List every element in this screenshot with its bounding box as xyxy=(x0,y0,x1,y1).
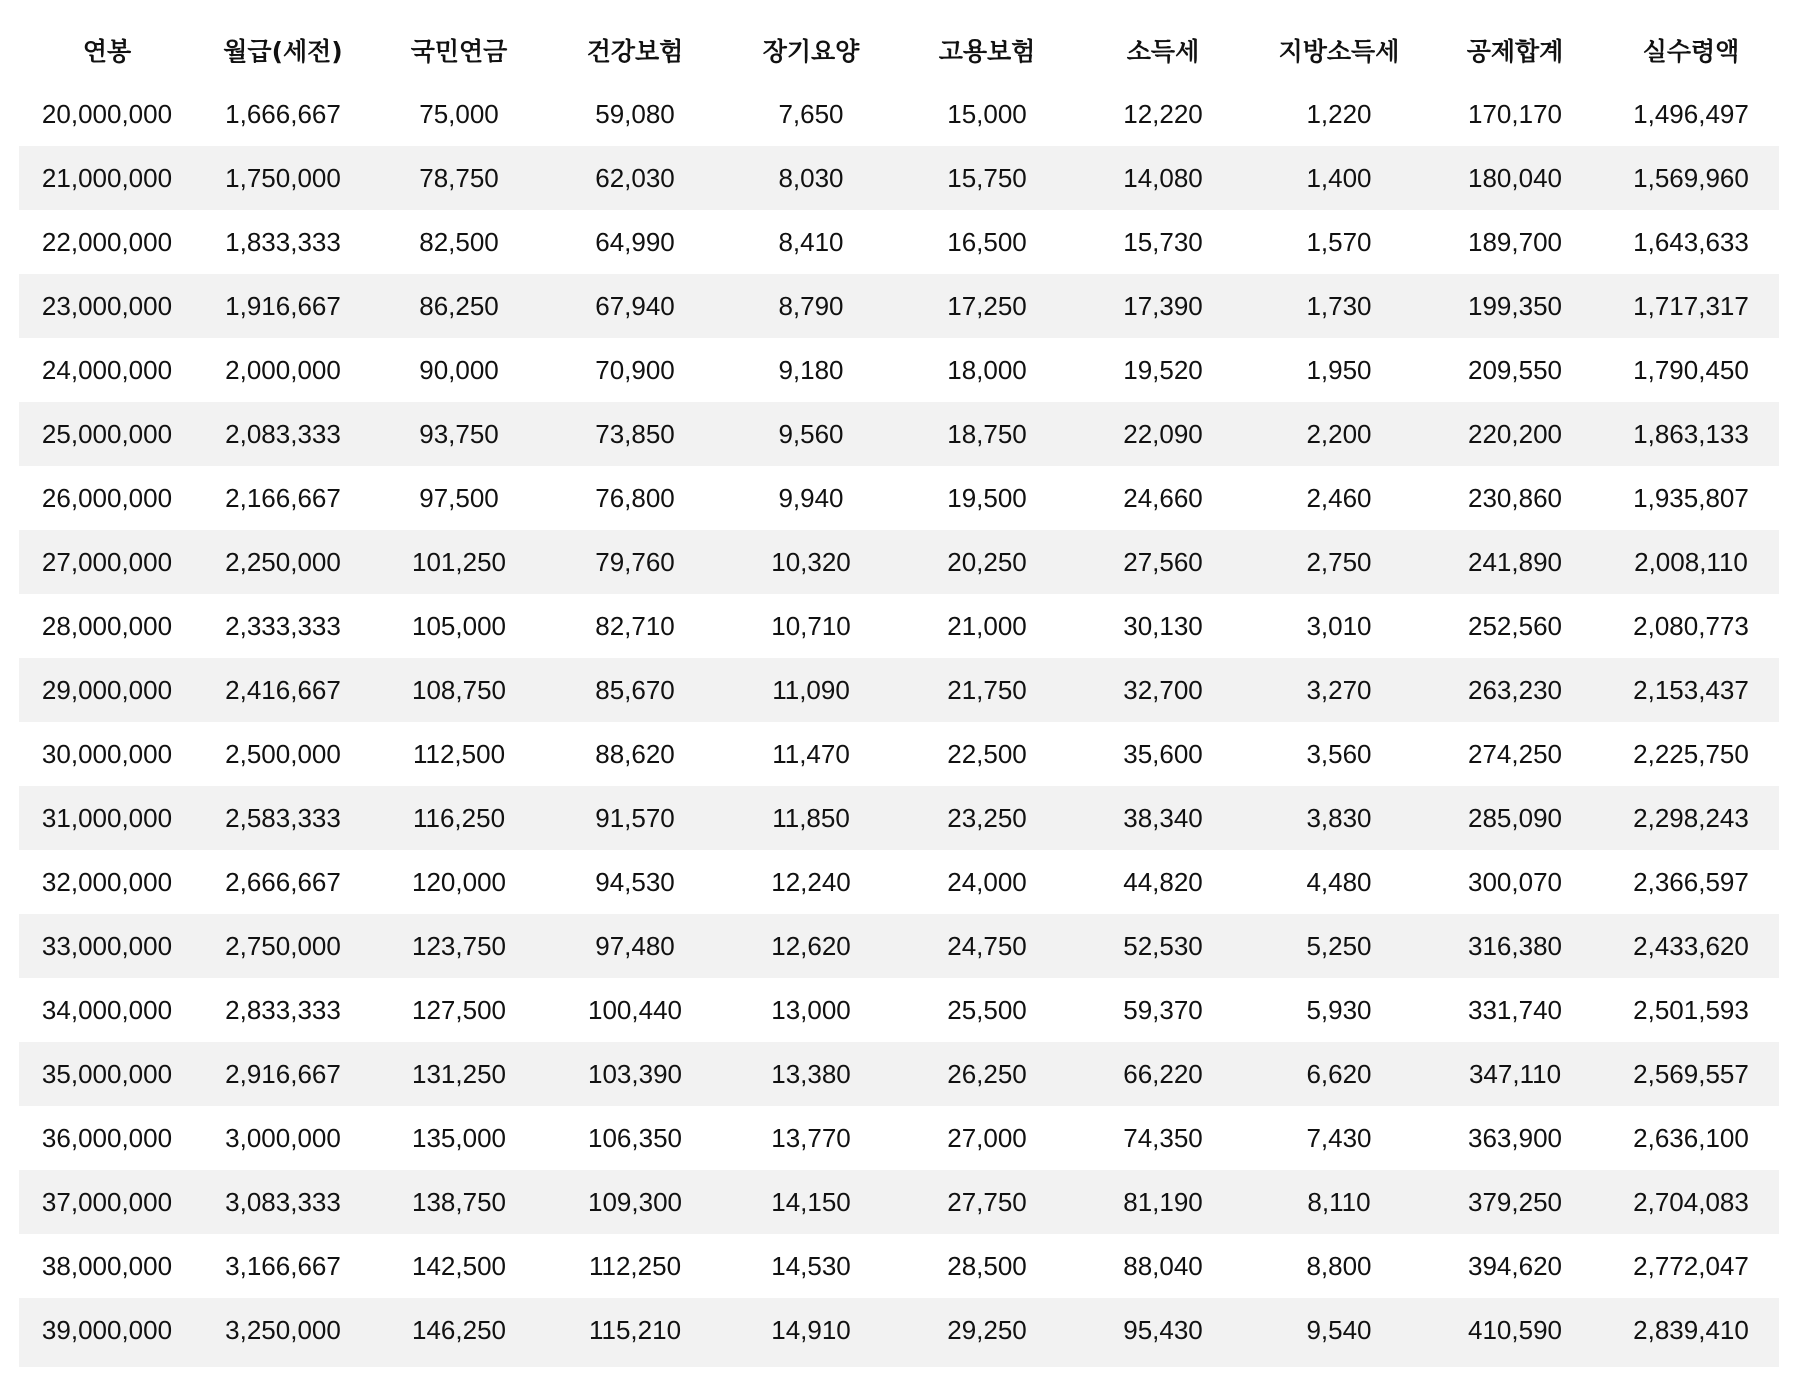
cell-total-deduction: 363,900 xyxy=(1468,1122,1562,1153)
table-row xyxy=(19,1042,1779,1106)
cell-net-pay: 1,717,317 xyxy=(1633,290,1749,321)
cell-long-term-care: 10,320 xyxy=(771,546,851,577)
cell-total-deduction: 230,860 xyxy=(1468,482,1562,513)
cell-health-insurance: 85,670 xyxy=(595,674,675,705)
cell-health-insurance: 94,530 xyxy=(595,866,675,897)
table-row xyxy=(19,146,1779,210)
cell-national-pension: 90,000 xyxy=(419,354,499,385)
cell-health-insurance: 70,900 xyxy=(595,354,675,385)
cell-employment-insurance: 17,250 xyxy=(947,290,1027,321)
cell-monthly-pretax: 2,833,333 xyxy=(225,994,341,1025)
cell-health-insurance: 62,030 xyxy=(595,162,675,193)
cell-total-deduction: 394,620 xyxy=(1468,1250,1562,1281)
cell-net-pay: 2,569,557 xyxy=(1633,1058,1749,1089)
cell-employment-insurance: 26,250 xyxy=(947,1058,1027,1089)
cell-national-pension: 127,500 xyxy=(412,994,506,1025)
cell-long-term-care: 11,850 xyxy=(772,802,850,833)
cell-monthly-pretax: 2,166,667 xyxy=(225,482,341,513)
cell-net-pay: 2,366,597 xyxy=(1633,866,1749,897)
cell-long-term-care: 11,090 xyxy=(772,674,850,705)
cell-long-term-care: 14,530 xyxy=(771,1250,851,1281)
cell-long-term-care: 12,240 xyxy=(771,866,851,897)
cell-long-term-care: 8,030 xyxy=(778,162,844,193)
table-row xyxy=(19,1234,1779,1298)
cell-total-deduction: 331,740 xyxy=(1468,994,1562,1025)
cell-income-tax: 35,600 xyxy=(1123,738,1203,769)
cell-annual-salary: 20,000,000 xyxy=(41,98,173,129)
cell-income-tax: 88,040 xyxy=(1123,1250,1203,1281)
table-header xyxy=(19,18,1779,82)
cell-local-income-tax: 7,430 xyxy=(1306,1122,1372,1153)
cell-national-pension: 120,000 xyxy=(412,866,506,897)
cell-employment-insurance: 15,000 xyxy=(947,98,1027,129)
header-income-tax: 소득세 xyxy=(1126,37,1200,66)
cell-employment-insurance: 29,250 xyxy=(947,1314,1027,1345)
header-row xyxy=(19,18,1779,82)
cell-income-tax: 66,220 xyxy=(1123,1058,1203,1089)
cell-annual-salary: 28,000,000 xyxy=(41,610,173,641)
cell-income-tax: 27,560 xyxy=(1123,546,1203,577)
cell-net-pay: 1,863,133 xyxy=(1633,418,1749,449)
cell-income-tax: 19,520 xyxy=(1123,354,1203,385)
cell-monthly-pretax: 3,000,000 xyxy=(225,1122,341,1153)
cell-local-income-tax: 1,400 xyxy=(1306,162,1372,193)
cell-national-pension: 105,000 xyxy=(412,610,506,641)
table-row xyxy=(19,786,1779,850)
cell-employment-insurance: 24,000 xyxy=(947,866,1027,897)
table-row xyxy=(19,1298,1779,1362)
cell-total-deduction: 189,700 xyxy=(1468,226,1562,257)
cell-total-deduction: 199,350 xyxy=(1468,290,1562,321)
cell-net-pay: 2,008,110 xyxy=(1634,546,1748,577)
cell-local-income-tax: 1,950 xyxy=(1306,354,1372,385)
cell-national-pension: 86,250 xyxy=(419,290,499,321)
cell-annual-salary: 29,000,000 xyxy=(41,674,173,705)
cell-long-term-care: 13,000 xyxy=(771,994,851,1025)
cell-local-income-tax: 8,800 xyxy=(1306,1250,1372,1281)
cell-total-deduction: 220,200 xyxy=(1468,418,1562,449)
cell-income-tax: 15,730 xyxy=(1123,226,1203,257)
cell-employment-insurance: 27,000 xyxy=(947,1122,1027,1153)
cell-local-income-tax: 9,540 xyxy=(1306,1314,1372,1345)
cell-income-tax: 22,090 xyxy=(1123,418,1203,449)
cell-income-tax: 12,220 xyxy=(1123,98,1203,129)
cell-health-insurance: 106,350 xyxy=(588,1122,682,1153)
cell-employment-insurance: 18,000 xyxy=(947,354,1027,385)
cell-local-income-tax: 3,560 xyxy=(1306,738,1372,769)
cell-employment-insurance: 24,750 xyxy=(947,930,1027,961)
cell-net-pay: 2,298,243 xyxy=(1633,802,1749,833)
cell-income-tax: 17,390 xyxy=(1123,290,1203,321)
cell-local-income-tax: 5,930 xyxy=(1306,994,1372,1025)
cell-annual-salary: 35,000,000 xyxy=(41,1058,173,1089)
cell-monthly-pretax: 3,250,000 xyxy=(225,1314,341,1345)
cell-local-income-tax: 3,830 xyxy=(1306,802,1372,833)
cell-national-pension: 101,250 xyxy=(412,546,506,577)
cell-total-deduction: 285,090 xyxy=(1468,802,1562,833)
cell-health-insurance: 115,210 xyxy=(588,1314,682,1345)
cell-monthly-pretax: 2,750,000 xyxy=(225,930,341,961)
cell-annual-salary: 25,000,000 xyxy=(41,418,173,449)
cell-long-term-care: 8,410 xyxy=(778,226,844,257)
cell-local-income-tax: 1,570 xyxy=(1306,226,1372,257)
cell-net-pay: 1,569,960 xyxy=(1633,162,1749,193)
cell-total-deduction: 316,380 xyxy=(1468,930,1562,961)
cell-annual-salary: 24,000,000 xyxy=(41,354,173,385)
cell-total-deduction: 170,170 xyxy=(1468,98,1562,129)
cell-long-term-care: 12,620 xyxy=(771,930,851,961)
header-monthly-pretax: 월급(세전) xyxy=(223,37,343,66)
cell-national-pension: 112,500 xyxy=(412,738,506,769)
header-national-pension: 국민연금 xyxy=(410,37,508,66)
cell-net-pay: 2,153,437 xyxy=(1633,674,1749,705)
cell-long-term-care: 9,180 xyxy=(778,354,844,385)
cell-employment-insurance: 23,250 xyxy=(947,802,1027,833)
header-long-term-care: 장기요양 xyxy=(762,37,860,66)
cell-national-pension: 116,250 xyxy=(412,802,506,833)
cell-national-pension: 138,750 xyxy=(412,1186,506,1217)
cell-net-pay: 2,225,750 xyxy=(1633,738,1749,769)
cell-total-deduction: 209,550 xyxy=(1468,354,1562,385)
cell-total-deduction: 180,040 xyxy=(1468,162,1562,193)
cell-total-deduction: 410,590 xyxy=(1468,1314,1562,1345)
cell-national-pension: 142,500 xyxy=(412,1250,506,1281)
cell-local-income-tax: 3,010 xyxy=(1306,610,1372,641)
cell-long-term-care: 9,560 xyxy=(778,418,844,449)
table-row xyxy=(19,978,1779,1042)
cell-annual-salary: 37,000,000 xyxy=(41,1186,173,1217)
cell-local-income-tax: 8,110 xyxy=(1307,1186,1371,1217)
cell-local-income-tax: 2,200 xyxy=(1306,418,1372,449)
salary-table xyxy=(19,18,1779,1362)
cell-total-deduction: 241,890 xyxy=(1468,546,1562,577)
cell-net-pay: 2,433,620 xyxy=(1633,930,1749,961)
cell-national-pension: 93,750 xyxy=(419,418,499,449)
cell-income-tax: 14,080 xyxy=(1123,162,1203,193)
cell-net-pay: 2,772,047 xyxy=(1633,1250,1749,1281)
header-health-insurance: 건강보험 xyxy=(586,37,684,66)
cell-long-term-care: 10,710 xyxy=(771,610,851,641)
header-annual-salary: 연봉 xyxy=(82,37,132,66)
header-net-pay: 실수령액 xyxy=(1642,37,1740,66)
cell-health-insurance: 79,760 xyxy=(595,546,675,577)
cell-health-insurance: 91,570 xyxy=(595,802,675,833)
cell-employment-insurance: 25,500 xyxy=(947,994,1027,1025)
cell-employment-insurance: 15,750 xyxy=(947,162,1027,193)
cell-net-pay: 2,839,410 xyxy=(1633,1314,1749,1345)
cell-employment-insurance: 21,000 xyxy=(947,610,1027,641)
table-row xyxy=(19,658,1779,722)
table-row xyxy=(19,594,1779,658)
cell-health-insurance: 59,080 xyxy=(595,98,675,129)
cell-annual-salary: 39,000,000 xyxy=(41,1314,173,1345)
table-row xyxy=(19,1106,1779,1170)
cell-annual-salary: 21,000,000 xyxy=(41,162,173,193)
cell-total-deduction: 252,560 xyxy=(1468,610,1562,641)
salary-table-container xyxy=(19,18,1779,1367)
cell-income-tax: 59,370 xyxy=(1123,994,1203,1025)
cell-employment-insurance: 22,500 xyxy=(947,738,1027,769)
cell-long-term-care: 14,150 xyxy=(771,1186,851,1217)
cell-net-pay: 1,643,633 xyxy=(1633,226,1749,257)
cell-total-deduction: 347,110 xyxy=(1468,1058,1562,1089)
cell-monthly-pretax: 2,500,000 xyxy=(225,738,341,769)
cell-annual-salary: 31,000,000 xyxy=(41,802,173,833)
table-body xyxy=(19,82,1779,1362)
table-row xyxy=(19,722,1779,786)
header-local-income-tax: 지방소득세 xyxy=(1278,37,1400,66)
cell-employment-insurance: 19,500 xyxy=(947,482,1027,513)
cell-health-insurance: 109,300 xyxy=(588,1186,682,1217)
header-total-deduction: 공제합계 xyxy=(1466,37,1564,66)
cell-health-insurance: 100,440 xyxy=(588,994,682,1025)
cell-annual-salary: 38,000,000 xyxy=(41,1250,173,1281)
cell-net-pay: 2,501,593 xyxy=(1633,994,1749,1025)
cell-local-income-tax: 5,250 xyxy=(1306,930,1372,961)
cell-employment-insurance: 27,750 xyxy=(947,1186,1027,1217)
cell-health-insurance: 103,390 xyxy=(588,1058,682,1089)
cell-total-deduction: 300,070 xyxy=(1468,866,1562,897)
cell-long-term-care: 9,940 xyxy=(778,482,844,513)
table-row xyxy=(19,850,1779,914)
cell-employment-insurance: 28,500 xyxy=(947,1250,1027,1281)
cell-national-pension: 123,750 xyxy=(412,930,506,961)
cell-long-term-care: 14,910 xyxy=(771,1314,851,1345)
table-row xyxy=(19,82,1779,146)
table-row xyxy=(19,914,1779,978)
cell-net-pay: 2,704,083 xyxy=(1633,1186,1749,1217)
cell-income-tax: 24,660 xyxy=(1123,482,1203,513)
cell-annual-salary: 27,000,000 xyxy=(41,546,173,577)
cell-national-pension: 75,000 xyxy=(419,98,499,129)
cell-monthly-pretax: 3,166,667 xyxy=(225,1250,341,1281)
cell-annual-salary: 26,000,000 xyxy=(41,482,173,513)
cell-local-income-tax: 1,220 xyxy=(1306,98,1372,129)
cell-monthly-pretax: 1,666,667 xyxy=(225,98,341,129)
cell-health-insurance: 67,940 xyxy=(595,290,675,321)
table-row xyxy=(19,1170,1779,1234)
cell-net-pay: 1,496,497 xyxy=(1633,98,1749,129)
header-employment-insurance: 고용보험 xyxy=(938,37,1036,66)
cell-monthly-pretax: 2,333,333 xyxy=(225,610,341,641)
cell-local-income-tax: 3,270 xyxy=(1306,674,1372,705)
cell-income-tax: 52,530 xyxy=(1123,930,1203,961)
cell-health-insurance: 112,250 xyxy=(588,1250,682,1281)
cell-total-deduction: 274,250 xyxy=(1468,738,1562,769)
cell-monthly-pretax: 1,916,667 xyxy=(225,290,341,321)
cell-local-income-tax: 1,730 xyxy=(1306,290,1372,321)
cell-net-pay: 1,935,807 xyxy=(1633,482,1749,513)
cell-health-insurance: 76,800 xyxy=(595,482,675,513)
cell-monthly-pretax: 2,000,000 xyxy=(225,354,341,385)
cell-national-pension: 135,000 xyxy=(412,1122,506,1153)
cell-monthly-pretax: 2,083,333 xyxy=(225,418,341,449)
cell-annual-salary: 36,000,000 xyxy=(41,1122,173,1153)
cell-monthly-pretax: 2,416,667 xyxy=(225,674,341,705)
cell-national-pension: 108,750 xyxy=(412,674,506,705)
cell-net-pay: 2,080,773 xyxy=(1633,610,1749,641)
cell-local-income-tax: 2,750 xyxy=(1306,546,1372,577)
cell-annual-salary: 22,000,000 xyxy=(41,226,173,257)
cell-annual-salary: 30,000,000 xyxy=(41,738,173,769)
cell-local-income-tax: 4,480 xyxy=(1306,866,1372,897)
table-row xyxy=(19,530,1779,594)
cell-net-pay: 2,636,100 xyxy=(1633,1122,1749,1153)
cell-long-term-care: 8,790 xyxy=(778,290,844,321)
cell-employment-insurance: 18,750 xyxy=(947,418,1027,449)
cell-income-tax: 81,190 xyxy=(1123,1186,1203,1217)
cell-monthly-pretax: 3,083,333 xyxy=(225,1186,341,1217)
table-row xyxy=(19,274,1779,338)
cell-annual-salary: 34,000,000 xyxy=(41,994,173,1025)
table-row xyxy=(19,402,1779,466)
cell-monthly-pretax: 1,833,333 xyxy=(225,226,341,257)
cell-employment-insurance: 20,250 xyxy=(947,546,1027,577)
cell-income-tax: 32,700 xyxy=(1123,674,1203,705)
cell-long-term-care: 13,770 xyxy=(771,1122,851,1153)
table-row xyxy=(19,338,1779,402)
cell-health-insurance: 73,850 xyxy=(595,418,675,449)
cell-income-tax: 95,430 xyxy=(1123,1314,1203,1345)
cell-income-tax: 74,350 xyxy=(1123,1122,1203,1153)
table-row xyxy=(19,210,1779,274)
cell-national-pension: 146,250 xyxy=(412,1314,506,1345)
cell-monthly-pretax: 1,750,000 xyxy=(225,162,341,193)
cell-monthly-pretax: 2,250,000 xyxy=(225,546,341,577)
cell-local-income-tax: 2,460 xyxy=(1306,482,1372,513)
cell-income-tax: 30,130 xyxy=(1123,610,1203,641)
cell-employment-insurance: 16,500 xyxy=(947,226,1027,257)
cell-income-tax: 44,820 xyxy=(1123,866,1203,897)
cell-local-income-tax: 6,620 xyxy=(1306,1058,1372,1089)
cell-monthly-pretax: 2,583,333 xyxy=(225,802,341,833)
cell-net-pay: 1,790,450 xyxy=(1633,354,1749,385)
cell-national-pension: 97,500 xyxy=(419,482,499,513)
cell-health-insurance: 64,990 xyxy=(595,226,675,257)
cell-national-pension: 82,500 xyxy=(419,226,499,257)
cell-annual-salary: 32,000,000 xyxy=(41,866,173,897)
cell-total-deduction: 263,230 xyxy=(1468,674,1562,705)
cell-long-term-care: 13,380 xyxy=(771,1058,851,1089)
cell-national-pension: 78,750 xyxy=(419,162,499,193)
cell-annual-salary: 33,000,000 xyxy=(41,930,173,961)
cell-long-term-care: 7,650 xyxy=(778,98,844,129)
cell-annual-salary: 23,000,000 xyxy=(41,290,173,321)
cell-health-insurance: 82,710 xyxy=(595,610,675,641)
cell-long-term-care: 11,470 xyxy=(772,738,850,769)
table-row xyxy=(19,466,1779,530)
cell-employment-insurance: 21,750 xyxy=(947,674,1027,705)
cell-health-insurance: 97,480 xyxy=(595,930,675,961)
cell-health-insurance: 88,620 xyxy=(595,738,675,769)
table-bottom-band xyxy=(19,1362,1779,1367)
cell-national-pension: 131,250 xyxy=(412,1058,506,1089)
cell-income-tax: 38,340 xyxy=(1123,802,1203,833)
cell-monthly-pretax: 2,666,667 xyxy=(225,866,341,897)
cell-monthly-pretax: 2,916,667 xyxy=(225,1058,341,1089)
cell-total-deduction: 379,250 xyxy=(1468,1186,1562,1217)
